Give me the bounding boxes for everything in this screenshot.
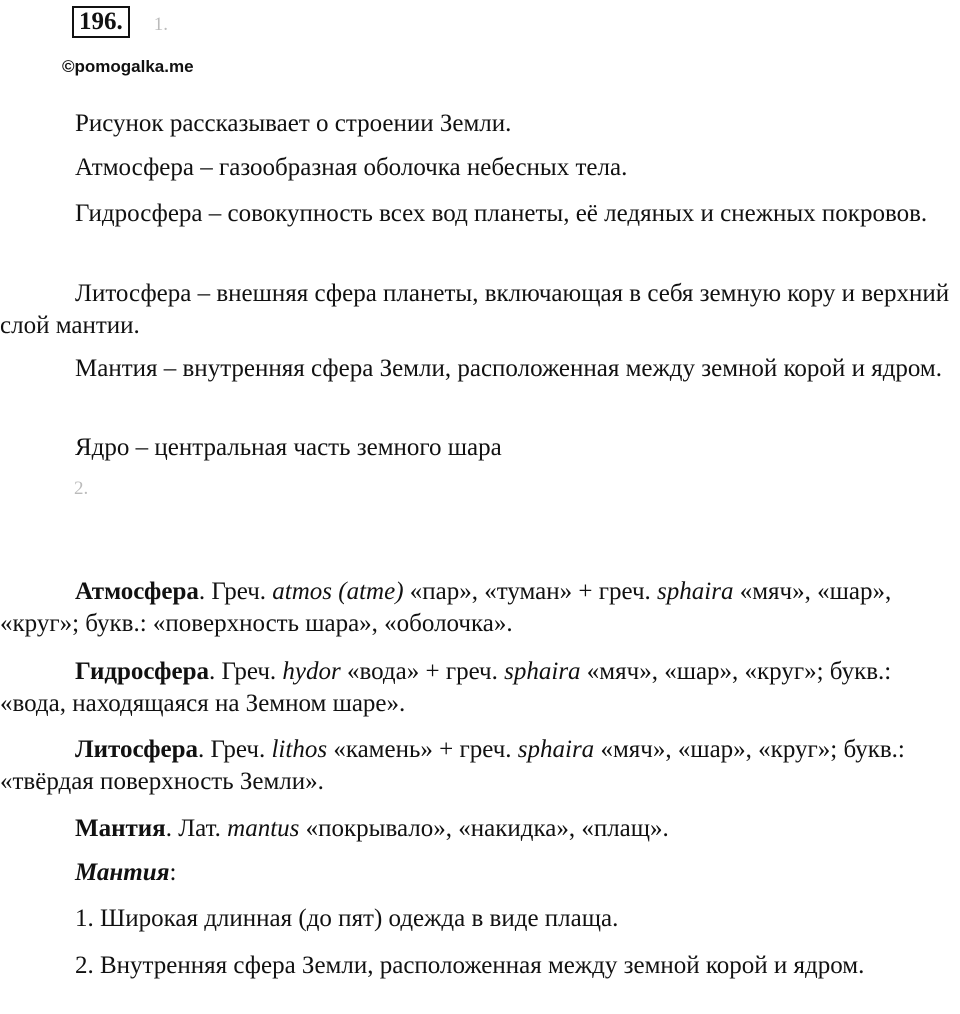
lithosphere-etymology	[0, 734, 958, 798]
mantle-meaning-1: 1. Широкая длинная (до пят) одежда в виде плаща.	[75, 905, 619, 932]
source-word: atmos (atme)	[272, 578, 404, 605]
hydrosphere-etymology	[0, 656, 958, 720]
watermark: ©pomogalka.me	[62, 57, 194, 76]
mantle-etymology	[0, 813, 958, 845]
mantle-heading-term: Мантия	[75, 859, 170, 886]
etymology-text: . Греч.	[198, 578, 273, 605]
etymology-text: . Греч.	[198, 736, 272, 763]
sub-item-number-2: 2.	[74, 478, 89, 499]
heading-colon: :	[169, 859, 177, 886]
intro-paragraph: Рисунок рассказывает о строении Земли.	[75, 110, 512, 137]
etymology-text: «камень» + греч.	[327, 736, 518, 763]
lithosphere-definition: Литосфера – внешняя сфера планеты, включающая в себя земную кору и верхний слой мантии.	[0, 280, 950, 339]
etymology-text: «вода» + греч.	[340, 658, 505, 685]
term-atmosphere: Атмосфера	[75, 578, 199, 605]
source-word: sphaira	[504, 658, 581, 685]
hydrosphere-definition: Гидросфера – совокупность всех вод планеты, её ледяных и снежных покровов.	[75, 200, 928, 227]
etymology-text: . Лат.	[165, 815, 228, 842]
etymology-text: «мяч», «шар», «круг»; букв.: «вода, находящаяся на Земном шаре».	[0, 658, 892, 717]
etymology-text: «мяч», «шар», «круг»; букв.: «поверхность шара», «оболочка».	[0, 578, 892, 637]
core-definition: Ядро – центральная часть земного шара	[75, 434, 502, 461]
term-hydrosphere: Гидросфера	[75, 658, 209, 685]
source-word: sphaira	[517, 736, 595, 763]
etymology-text: «пар», «туман» + греч.	[403, 578, 658, 605]
etymology-text: . Греч.	[208, 658, 283, 685]
atmosphere-definition: Атмосфера – газообразная оболочка небесных тела.	[75, 154, 628, 181]
exercise-number: 196.	[72, 6, 130, 38]
mantle-meanings-heading	[0, 857, 958, 889]
mantle-meaning-2: 2. Внутренняя сфера Земли, расположенная между земной корой и ядром.	[75, 952, 865, 979]
exercise-header	[72, 4, 168, 40]
etymology-text: «покрывало», «накидка», «плащ».	[299, 815, 669, 842]
term-lithosphere: Литосфера	[75, 736, 199, 763]
source-word: hydor	[282, 658, 341, 685]
atmosphere-etymology	[0, 576, 958, 640]
source-word: sphaira	[657, 578, 734, 605]
mantle-definition: Мантия – внутренняя сфера Земли, расположенная между земной корой и ядром.	[75, 355, 943, 382]
source-word: lithos	[271, 736, 328, 763]
sub-item-number-1: 1.	[153, 14, 168, 35]
etymology-text: «мяч», «шар», «круг»; букв.: «твёрдая поверхность Земли».	[0, 736, 905, 795]
source-word: mantus	[227, 815, 300, 842]
term-mantle: Мантия	[75, 815, 166, 842]
